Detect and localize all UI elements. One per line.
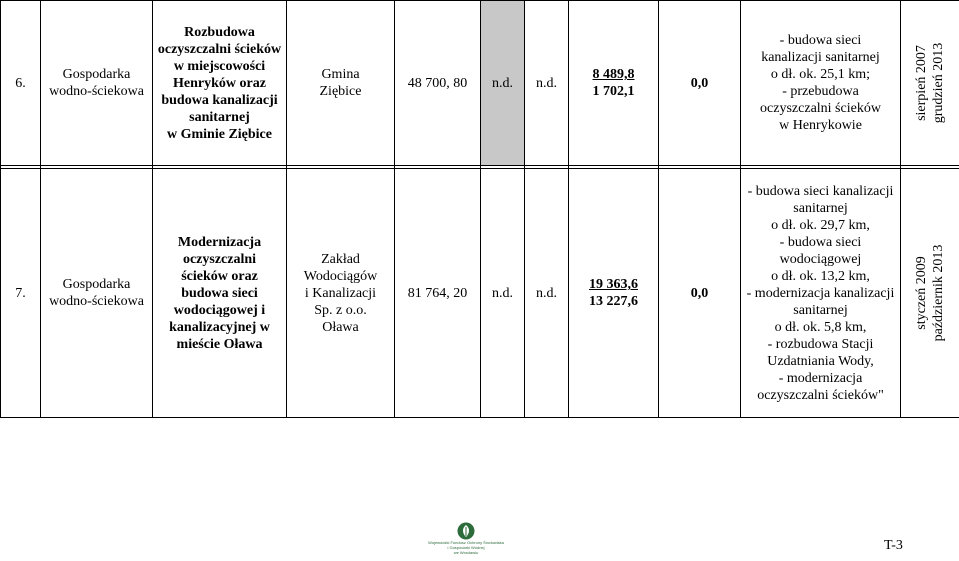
period-end: grudzień 2013	[931, 42, 946, 124]
not-applicable-cell: n.d.	[525, 169, 569, 418]
period-text	[913, 43, 947, 123]
scope-cell: - budowa sieci kanalizacji sanitarnej o dł. ok. 29,7 km, - budowa sieci wodociągowej o dł. ok. 13,2 km, - modernizacja kanalizacji sanitarnej o dł. ok. 5,8 km, - rozbudowa Stacji Uzdatniania Wody, - modernizacja oczyszczalni ścieków"	[741, 169, 901, 418]
row-number: 6.	[1, 1, 41, 166]
zero-value-cell: 0,0	[659, 1, 741, 166]
fund-logo-icon	[457, 522, 475, 540]
scope-cell: - budowa sieci kanalizacji sanitarnej o dł. ok. 25,1 km; - przebudowa oczyszczalni ścieków w Henrykowie	[741, 1, 901, 166]
sector-cell: Gospodarka wodno-ściekowa	[41, 1, 153, 166]
fund-logo	[418, 522, 514, 555]
zero-value-cell: 0,0	[659, 169, 741, 418]
funding-cell	[569, 1, 659, 166]
period-start: sierpień 2007	[914, 45, 929, 121]
funding-cell	[569, 169, 659, 418]
not-applicable-cell: n.d.	[481, 169, 525, 418]
period-text	[913, 245, 947, 342]
period-cell	[901, 1, 959, 166]
sector-cell: Gospodarka wodno-ściekowa	[41, 169, 153, 418]
not-applicable-cell: n.d.	[481, 1, 525, 166]
not-applicable-cell: n.d.	[525, 1, 569, 166]
funding-total: 8 489,8	[592, 67, 635, 82]
funding-total: 19 363,6	[589, 277, 638, 292]
period-cell	[901, 169, 959, 418]
funding-part: 1 702,1	[592, 84, 635, 99]
funding-part: 13 227,6	[589, 294, 638, 309]
beneficiary-cell: Gmina Ziębice	[287, 1, 395, 166]
project-title-cell: Modernizacja oczyszczalni ścieków oraz budowa sieci wodociągowej i kanalizacyjnej w mieście Oława	[153, 169, 287, 418]
total-cost-cell: 48 700, 80	[395, 1, 481, 166]
period-start: styczeń 2009	[914, 256, 929, 330]
row-number: 7.	[1, 169, 41, 418]
project-title-cell: Rozbudowa oczyszczalni ścieków w miejscowości Henryków oraz budowa kanalizacji sanitarnej w Gminie Ziębice	[153, 1, 287, 166]
fund-logo-caption: Wojewódzki Fundusz Ochrony Środowiska i Gospodarki Wodnej we Wrocławiu	[428, 540, 504, 555]
table-row	[1, 1, 959, 166]
beneficiary-cell: Zakład Wodociągów i Kanalizacji Sp. z o.o. Oława	[287, 169, 395, 418]
page-number: T-3	[884, 538, 903, 553]
table-row	[1, 169, 959, 418]
total-cost-cell: 81 764, 20	[395, 169, 481, 418]
period-end: październik 2013	[931, 244, 946, 342]
